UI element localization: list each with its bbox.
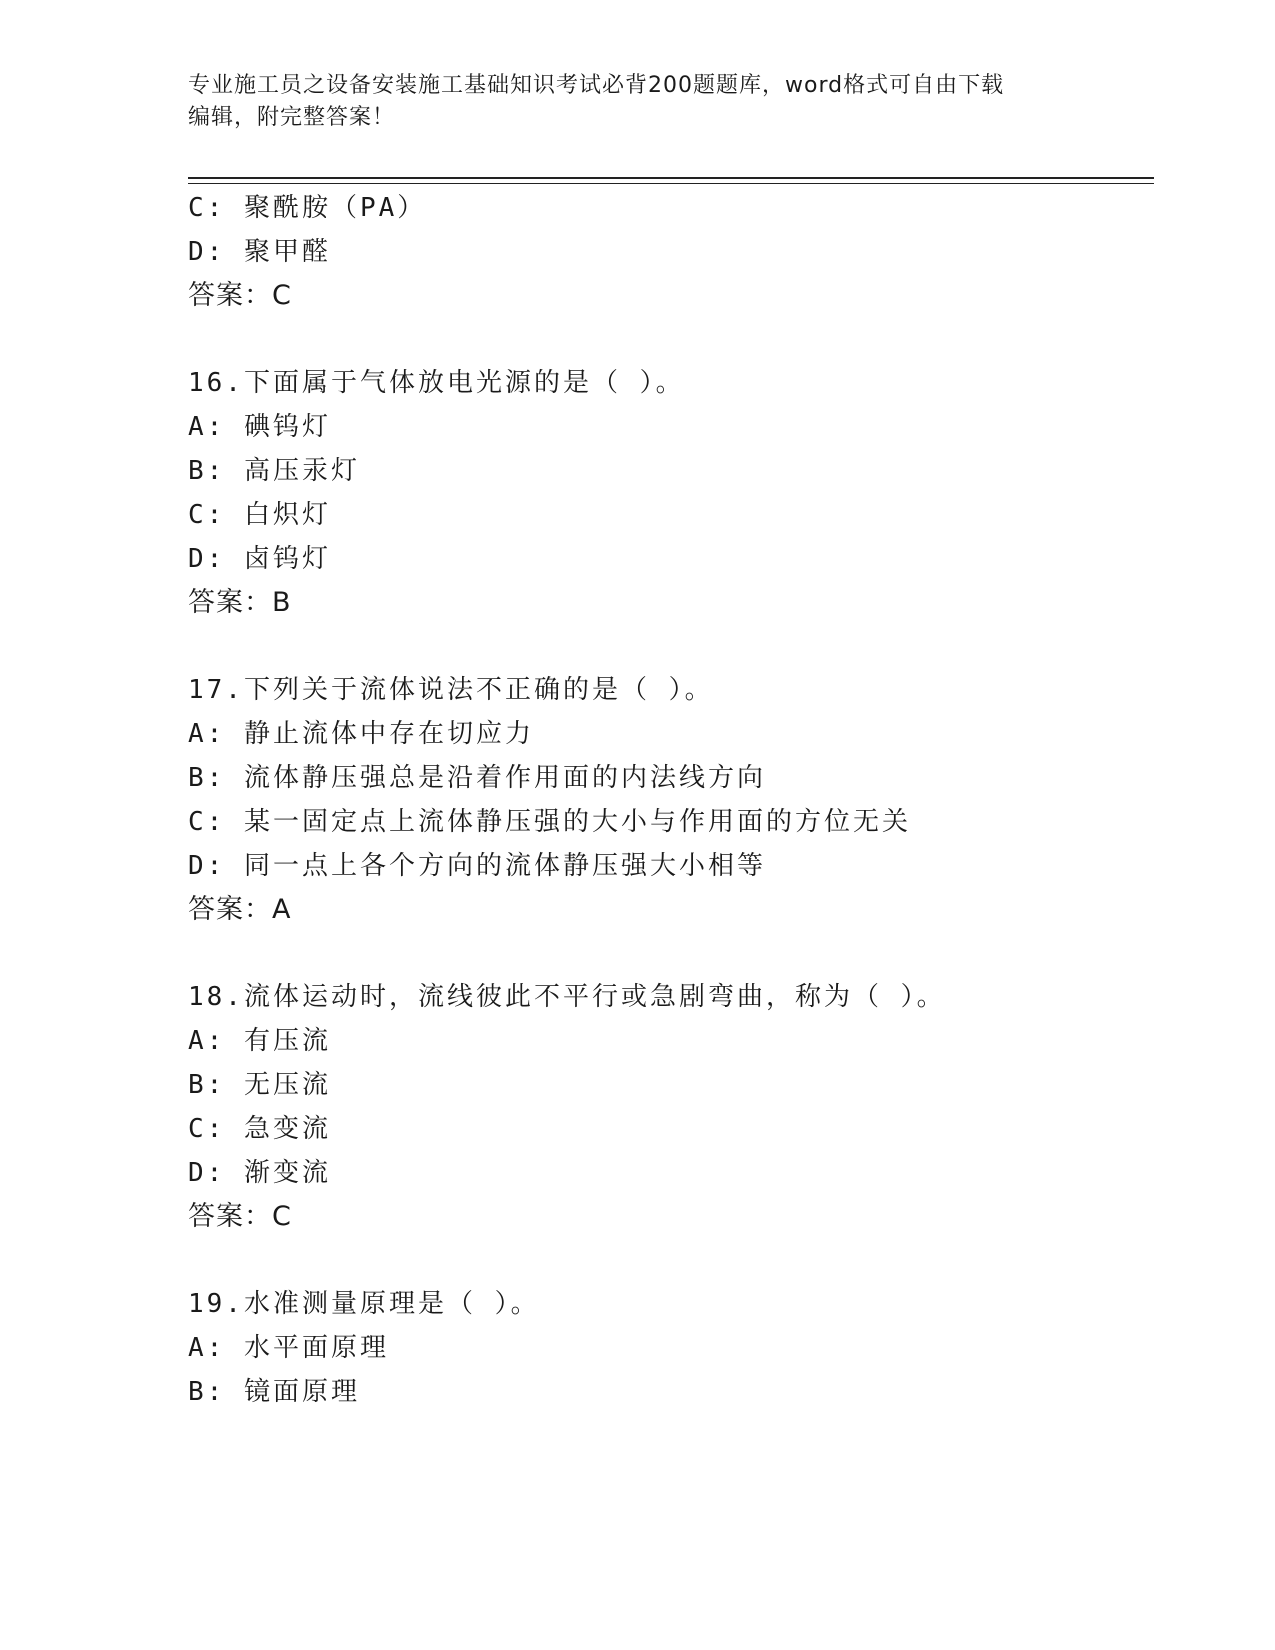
q18-option-c: C: 急变流	[188, 1114, 331, 1144]
q17-option-d: D: 同一点上各个方向的流体静压强大小相等	[188, 851, 766, 881]
document-header	[188, 70, 1088, 134]
q16-option-d: D: 卤钨灯	[188, 544, 331, 574]
q17-option-c: C: 某一固定点上流体静压强的大小与作用面的方位无关	[188, 807, 911, 837]
q17-answer: 答案：A	[188, 894, 292, 925]
prev-option-d: D: 聚甲醛	[188, 237, 331, 267]
header-title-line2: 编辑，附完整答案！	[188, 105, 396, 130]
q18-option-b: B: 无压流	[188, 1070, 331, 1100]
q19-option-b: B: 镜面原理	[188, 1377, 360, 1407]
header-divider-thin	[188, 183, 1154, 184]
q19-question: 19.水准测量原理是（ ）。	[188, 1289, 540, 1319]
q17-option-b: B: 流体静压强总是沿着作用面的内法线方向	[188, 763, 766, 793]
q16-option-c: C: 白炽灯	[188, 500, 331, 530]
q18-option-a: A: 有压流	[188, 1026, 331, 1056]
q17-option-a: A: 静止流体中存在切应力	[188, 719, 534, 749]
q17-question: 17.下列关于流体说法不正确的是（ ）。	[188, 675, 714, 705]
q16-answer: 答案：B	[188, 587, 292, 618]
q16-question: 16.下面属于气体放电光源的是（ ）。	[188, 368, 685, 398]
prev-option-c: C: 聚酰胺（PA）	[188, 193, 427, 223]
q18-question: 18.流体运动时，流线彼此不平行或急剧弯曲，称为（ ）。	[188, 982, 946, 1012]
q18-answer: 答案：C	[188, 1201, 292, 1232]
prev-answer: 答案：C	[188, 280, 292, 311]
q16-option-b: B: 高压汞灯	[188, 456, 360, 486]
q16-option-a: A: 碘钨灯	[188, 412, 331, 442]
header-title-line1: 专业施工员之设备安装施工基础知识考试必背200题题库，word格式可自由下载	[188, 73, 1005, 98]
header-divider	[188, 177, 1154, 179]
q18-option-d: D: 渐变流	[188, 1158, 331, 1188]
q19-option-a: A: 水平面原理	[188, 1333, 389, 1363]
